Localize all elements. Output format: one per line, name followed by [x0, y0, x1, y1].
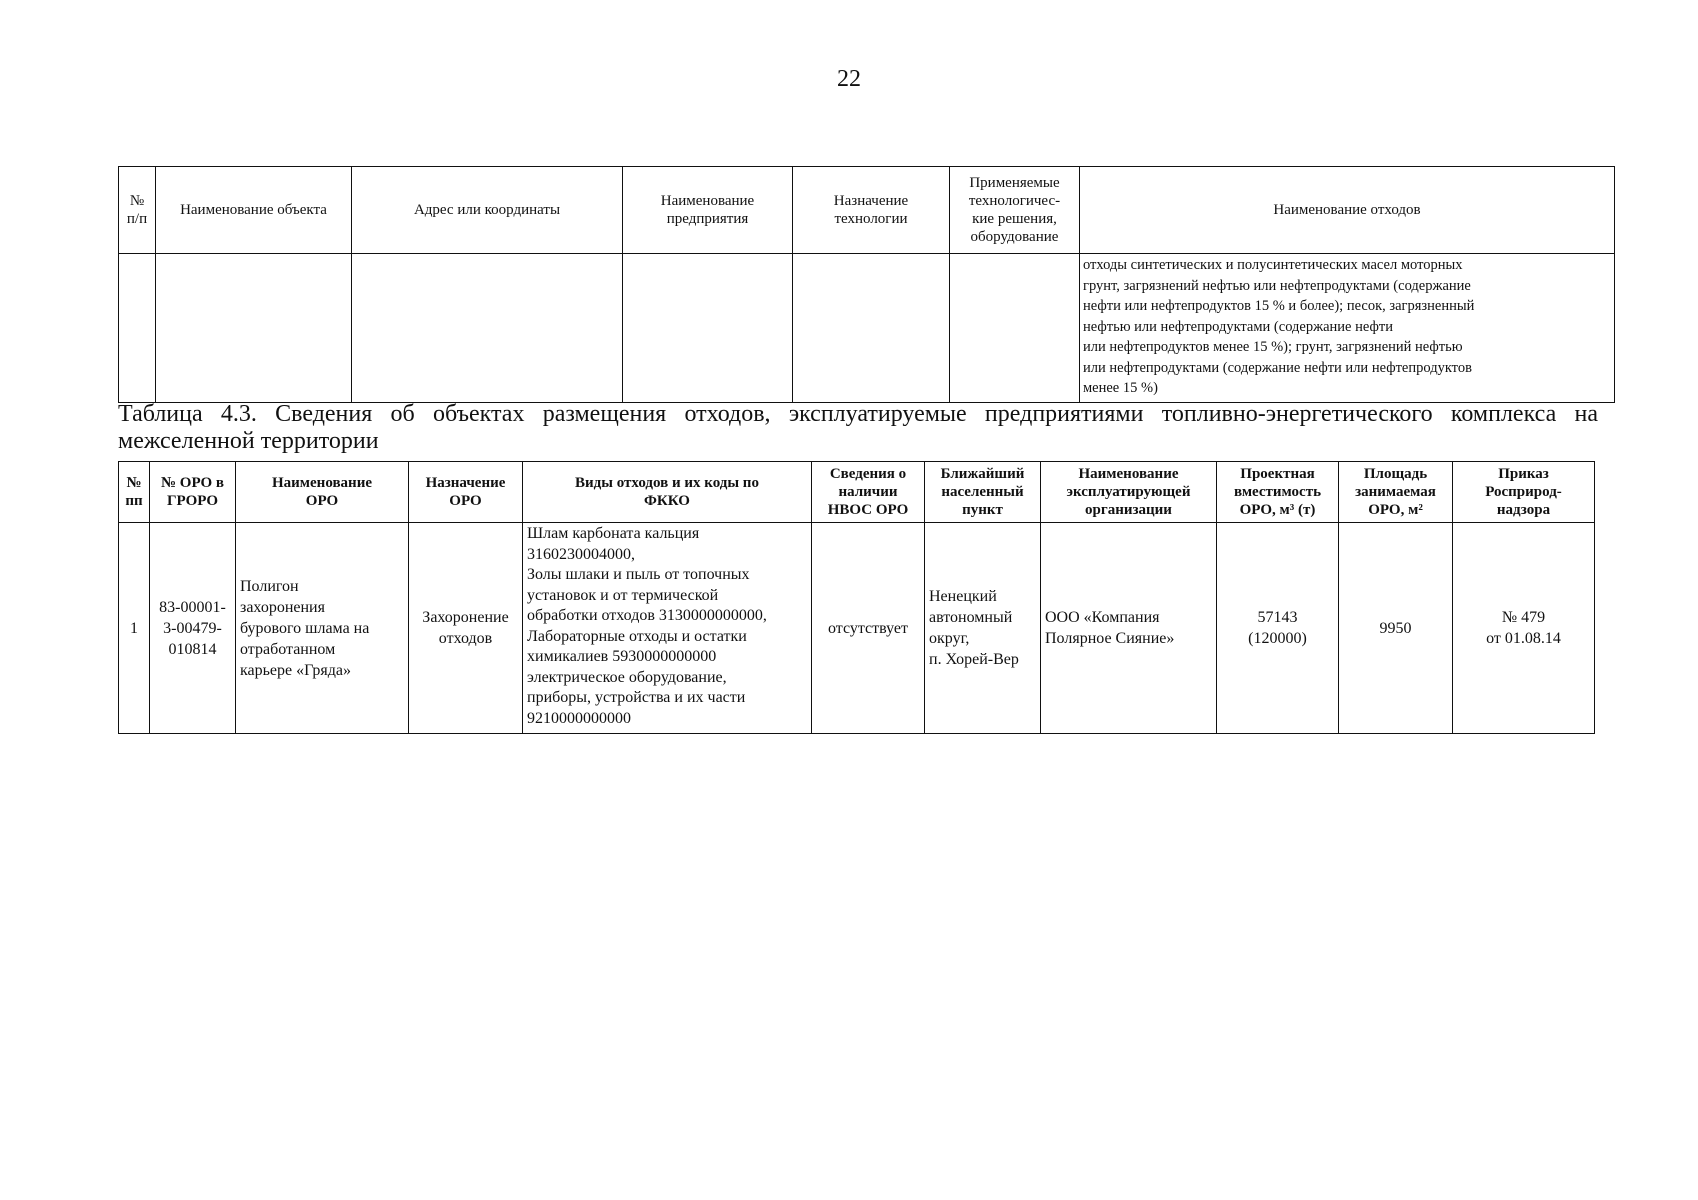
header-cell-groro-number: № ОРО в ГРОРО	[150, 462, 236, 523]
header-cell-oro-name: Наименование ОРО	[236, 462, 409, 523]
capacity-cell: 57143 (120000)	[1217, 523, 1339, 734]
area-cell: 9950	[1339, 523, 1453, 734]
header-cell-number: № пп	[119, 462, 150, 523]
row-number-cell: 1	[119, 523, 150, 734]
header-cell-waste-types: Виды отходов и их коды по ФККО	[523, 462, 812, 523]
settlement-cell: Ненецкий автономный округ, п. Хорей-Вер	[925, 523, 1041, 734]
organization-cell: ООО «Компания Полярное Сияние»	[1041, 523, 1217, 734]
page-number: 22	[837, 66, 861, 92]
header-cell-technology-purpose: Назначение технологии	[793, 167, 950, 254]
empty-cell	[119, 254, 156, 403]
empty-cell	[156, 254, 352, 403]
table-row	[119, 254, 1615, 403]
header-cell-address: Адрес или координаты	[352, 167, 623, 254]
header-cell-oro-purpose: Назначение ОРО	[409, 462, 523, 523]
header-cell-object-name: Наименование объекта	[156, 167, 352, 254]
header-cell-number: № п/п	[119, 167, 156, 254]
nvos-cell: отсутствует	[812, 523, 925, 734]
order-cell: № 479 от 01.08.14	[1453, 523, 1595, 734]
empty-cell	[352, 254, 623, 403]
waste-types-cell: Шлам карбоната кальция 3160230004000, Золы шлаки и пыль от топочных установок и от термической обработки отходов 3130000000000, Лабораторные отходы и остатки химикалиев 5930000000000 электрическое оборудование, приборы, устройства и их части 9210000000000	[523, 523, 812, 734]
waste-names-cell: отходы синтетических и полусинтетических масел моторных грунт, загрязнений нефтью или нефтепродуктами (содержание нефти или нефтепродуктов 15 % и более); песок, загрязненный нефтью или нефтепродуктами (содержание нефти или нефтепродуктов менее 15 %); грунт, загрязнений нефтью или нефтепродуктами (содержание нефти или нефтепродуктов менее 15 %)	[1080, 254, 1615, 403]
oro-purpose-cell: Захоронение отходов	[409, 523, 523, 734]
empty-cell	[950, 254, 1080, 403]
header-cell-settlement: Ближайший населенный пункт	[925, 462, 1041, 523]
empty-cell	[623, 254, 793, 403]
table-header-row	[119, 462, 1595, 523]
waste-facilities-table	[118, 461, 1595, 734]
continuation-table	[118, 166, 1615, 403]
header-cell-organization: Наименование эксплуатирующей организации	[1041, 462, 1217, 523]
header-cell-order: Приказ Росприрод- надзора	[1453, 462, 1595, 523]
table-row	[119, 523, 1595, 734]
header-cell-nvos: Сведения о наличии НВОС ОРО	[812, 462, 925, 523]
header-cell-area: Площадь занимаемая ОРО, м²	[1339, 462, 1453, 523]
header-cell-waste-name: Наименование отходов	[1080, 167, 1615, 254]
header-cell-technology-solutions: Применяемые технологичес- кие решения, оборудование	[950, 167, 1080, 254]
table-header-row	[119, 167, 1615, 254]
empty-cell	[793, 254, 950, 403]
header-cell-enterprise: Наименование предприятия	[623, 167, 793, 254]
table-caption: Таблица 4.3. Сведения об объектах размещения отходов, эксплуатируемые предприятиями топливно-энергетического комплекса на межселенной территории	[118, 401, 1598, 454]
header-cell-capacity: Проектная вместимость ОРО, м³ (т)	[1217, 462, 1339, 523]
groro-number-cell: 83-00001- 3-00479- 010814	[150, 523, 236, 734]
oro-name-cell: Полигон захоронения бурового шлама на отработанном карьере «Гряда»	[236, 523, 409, 734]
